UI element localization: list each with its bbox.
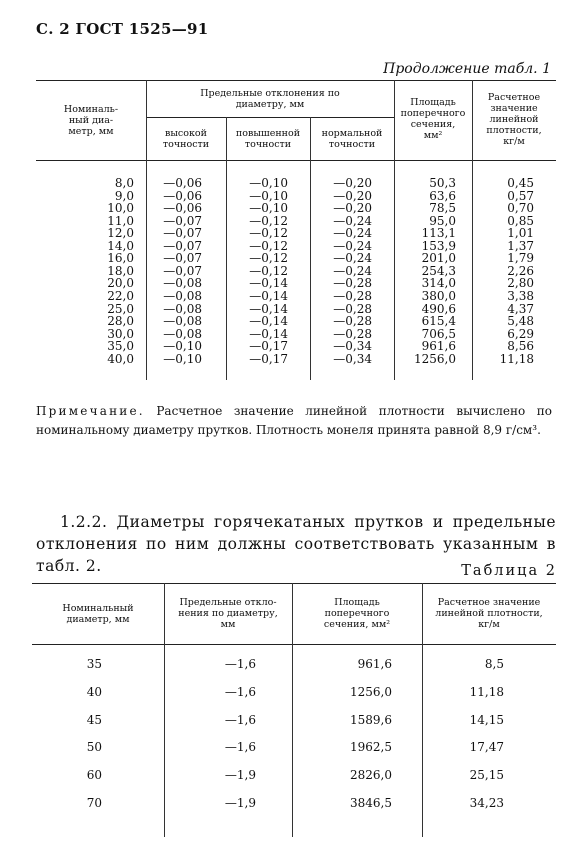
cell-dev-normal: —0,28 — [333, 314, 372, 329]
cell-nominal: 40 — [86, 684, 102, 699]
cell-nominal: 18,0 — [107, 263, 134, 278]
cell-density: 2,80 — [507, 276, 534, 291]
cell-dev-normal: —0,28 — [333, 326, 372, 341]
cell-dev-normal: —0,28 — [333, 301, 372, 316]
cell-nominal: 28,0 — [107, 314, 134, 329]
t2-col-header-deviation: Предельные откло- нения по диаметру, мм — [178, 597, 278, 630]
cell-density: 25,15 — [469, 768, 504, 783]
cell-dev-normal: —0,34 — [333, 351, 372, 366]
col-header-raised: повышенной точности — [235, 128, 301, 150]
cell-dev-normal: —0,20 — [333, 188, 372, 203]
cell-dev-raised: —0,10 — [249, 201, 288, 216]
cell-dev-high: —0,07 — [163, 226, 202, 241]
cell-dev-normal: —0,20 — [333, 176, 372, 190]
cell-density: 4,37 — [507, 301, 534, 316]
cell-dev-normal: —0,34 — [333, 339, 372, 354]
cell-dev-raised: —0,12 — [249, 226, 288, 241]
t2-col-header-nominal: Номинальный диаметр, мм — [62, 603, 134, 625]
cell-deviation: —1,6 — [224, 740, 256, 755]
cell-deviation: —1,9 — [224, 768, 256, 783]
cell-density: 11,18 — [469, 684, 504, 699]
cell-area: 153,9 — [421, 238, 456, 253]
cell-dev-high: —0,07 — [163, 263, 202, 278]
cell-dev-high: —0,10 — [163, 351, 202, 366]
col-header-normal: нормальной точности — [321, 128, 383, 150]
cell-area: 1962,5 — [350, 740, 392, 755]
cell-area: 314,0 — [421, 276, 456, 291]
cell-area: 490,6 — [421, 301, 456, 316]
cell-nominal: 8,0 — [114, 176, 134, 190]
col-header-nominal: Номиналь- ный диа- метр, мм — [63, 104, 119, 137]
cell-density: 1,37 — [507, 238, 534, 253]
cell-nominal: 70 — [86, 796, 102, 810]
cell-area: 615,4 — [421, 314, 456, 329]
cell-nominal: 50 — [86, 740, 102, 755]
cell-dev-raised: —0,10 — [249, 188, 288, 203]
note-label: Примечание. — [36, 404, 145, 418]
cell-dev-raised: —0,14 — [249, 314, 288, 329]
cell-dev-normal: —0,24 — [333, 213, 372, 228]
table1-top-rule — [36, 80, 556, 81]
cell-nominal: 12,0 — [107, 226, 134, 241]
cell-area: 1256,0 — [414, 351, 456, 366]
cell-dev-normal: —0,24 — [333, 251, 372, 266]
cell-area: 3846,5 — [350, 796, 392, 810]
cell-dev-raised: —0,17 — [249, 339, 288, 354]
cell-area: 113,1 — [421, 226, 456, 241]
cell-area: 961,6 — [357, 657, 392, 671]
cell-nominal: 16,0 — [107, 251, 134, 266]
cell-dev-high: —0,10 — [163, 339, 202, 354]
cell-area: 254,3 — [421, 263, 456, 278]
cell-area: 2826,0 — [350, 768, 392, 783]
cell-nominal: 22,0 — [107, 288, 134, 303]
cell-dev-raised: —0,10 — [249, 176, 288, 190]
cell-dev-high: —0,08 — [163, 301, 202, 316]
cell-density: 1,01 — [507, 226, 534, 241]
cell-area: 201,0 — [421, 251, 456, 266]
cell-dev-raised: —0,17 — [249, 351, 288, 366]
cell-density: 14,15 — [469, 712, 504, 727]
cell-area: 1256,0 — [350, 684, 392, 699]
cell-density: 0,85 — [507, 213, 534, 228]
cell-nominal: 35,0 — [107, 339, 134, 354]
cell-dev-high: —0,07 — [163, 213, 202, 228]
cell-dev-normal: —0,28 — [333, 288, 372, 303]
page-header: С. 2 ГОСТ 1525—91 — [36, 20, 209, 38]
cell-density: 0,57 — [507, 188, 534, 203]
t2-col-header-area: Площадь поперечного сечения, мм² — [323, 597, 391, 630]
cell-dev-normal: —0,24 — [333, 226, 372, 241]
cell-density: 17,47 — [469, 740, 504, 755]
cell-density: 0,45 — [507, 176, 534, 190]
cell-nominal: 9,0 — [114, 188, 134, 203]
col-header-area: Площадь поперечного сечения, мм² — [400, 97, 466, 141]
cell-nominal: 14,0 — [107, 238, 134, 253]
cell-density: 1,79 — [507, 251, 534, 266]
cell-dev-raised: —0,14 — [249, 326, 288, 341]
cell-dev-raised: —0,14 — [249, 288, 288, 303]
table1-caption: Продолжение табл. 1 — [383, 61, 551, 77]
section-paragraph: 1.2.2. Диаметры горячекатаных прутков и предельные отклонения по ним должны соответствовать указанным в табл. 2. — [36, 513, 556, 575]
table-note — [36, 402, 552, 440]
cell-dev-high: —0,08 — [163, 288, 202, 303]
col-header-high: высокой точности — [162, 128, 210, 150]
col-header-deviation-group: Предельные отклонения по диаметру, мм — [200, 88, 340, 110]
cell-dev-high: —0,08 — [163, 314, 202, 329]
cell-nominal: 60 — [86, 768, 102, 783]
cell-deviation: —1,6 — [224, 657, 256, 671]
cell-area: 706,5 — [421, 326, 456, 341]
cell-dev-raised: —0,14 — [249, 276, 288, 291]
cell-density: 0,70 — [507, 201, 534, 216]
cell-density: 8,56 — [507, 339, 534, 354]
cell-density: 34,23 — [469, 796, 504, 810]
cell-nominal: 30,0 — [107, 326, 134, 341]
cell-density: 3,38 — [507, 288, 534, 303]
col-header-density: Расчетное значение линейной плотности, кг/м — [486, 92, 542, 147]
cell-dev-normal: —0,28 — [333, 276, 372, 291]
cell-dev-high: —0,06 — [163, 201, 202, 216]
cell-area: 961,6 — [421, 339, 456, 354]
cell-dev-normal: —0,20 — [333, 201, 372, 216]
table1-subheader-rule — [146, 117, 394, 118]
cell-dev-high: —0,07 — [163, 251, 202, 266]
cell-nominal: 35 — [86, 657, 102, 671]
cell-dev-normal: —0,24 — [333, 238, 372, 253]
cell-dev-raised: —0,12 — [249, 238, 288, 253]
cell-dev-high: —0,06 — [163, 176, 202, 190]
cell-deviation: —1,6 — [224, 712, 256, 727]
cell-dev-raised: —0,14 — [249, 301, 288, 316]
cell-area: 78,5 — [429, 201, 456, 216]
cell-deviation: —1,6 — [224, 684, 256, 699]
cell-area: 95,0 — [429, 213, 456, 228]
cell-nominal: 11,0 — [107, 213, 134, 228]
cell-dev-raised: —0,12 — [249, 213, 288, 228]
cell-density: 2,26 — [507, 263, 534, 278]
cell-dev-high: —0,07 — [163, 238, 202, 253]
cell-density: 6,29 — [507, 326, 534, 341]
cell-nominal: 10,0 — [107, 201, 134, 216]
table2-header-rule — [32, 644, 556, 645]
cell-density: 5,48 — [507, 314, 534, 329]
cell-dev-raised: —0,12 — [249, 263, 288, 278]
cell-area: 63,6 — [429, 188, 456, 203]
cell-nominal: 20,0 — [107, 276, 134, 291]
cell-nominal: 25,0 — [107, 301, 134, 316]
table1-header-rule — [36, 160, 556, 161]
cell-deviation: —1,9 — [224, 796, 256, 810]
cell-area: 380,0 — [421, 288, 456, 303]
cell-area: 50,3 — [429, 176, 456, 190]
cell-dev-raised: —0,12 — [249, 251, 288, 266]
cell-dev-high: —0,08 — [163, 326, 202, 341]
note-text: Расчетное значение линейной плотности вычислено по номинальному диаметру прутков. Плотность монеля принята равной 8,9 г/см³. — [36, 404, 552, 437]
cell-density: 11,18 — [499, 351, 534, 366]
table2-top-rule — [32, 583, 556, 584]
table2-caption: Таблица 2 — [461, 563, 557, 579]
cell-nominal: 45 — [86, 712, 102, 727]
t2-col-header-density: Расчетное значение линейной плотности, кг/м — [435, 597, 543, 630]
cell-dev-high: —0,08 — [163, 276, 202, 291]
cell-dev-normal: —0,24 — [333, 263, 372, 278]
cell-area: 1589,6 — [350, 712, 392, 727]
cell-dev-high: —0,06 — [163, 188, 202, 203]
cell-density: 8,5 — [484, 657, 504, 671]
cell-nominal: 40,0 — [107, 351, 134, 366]
